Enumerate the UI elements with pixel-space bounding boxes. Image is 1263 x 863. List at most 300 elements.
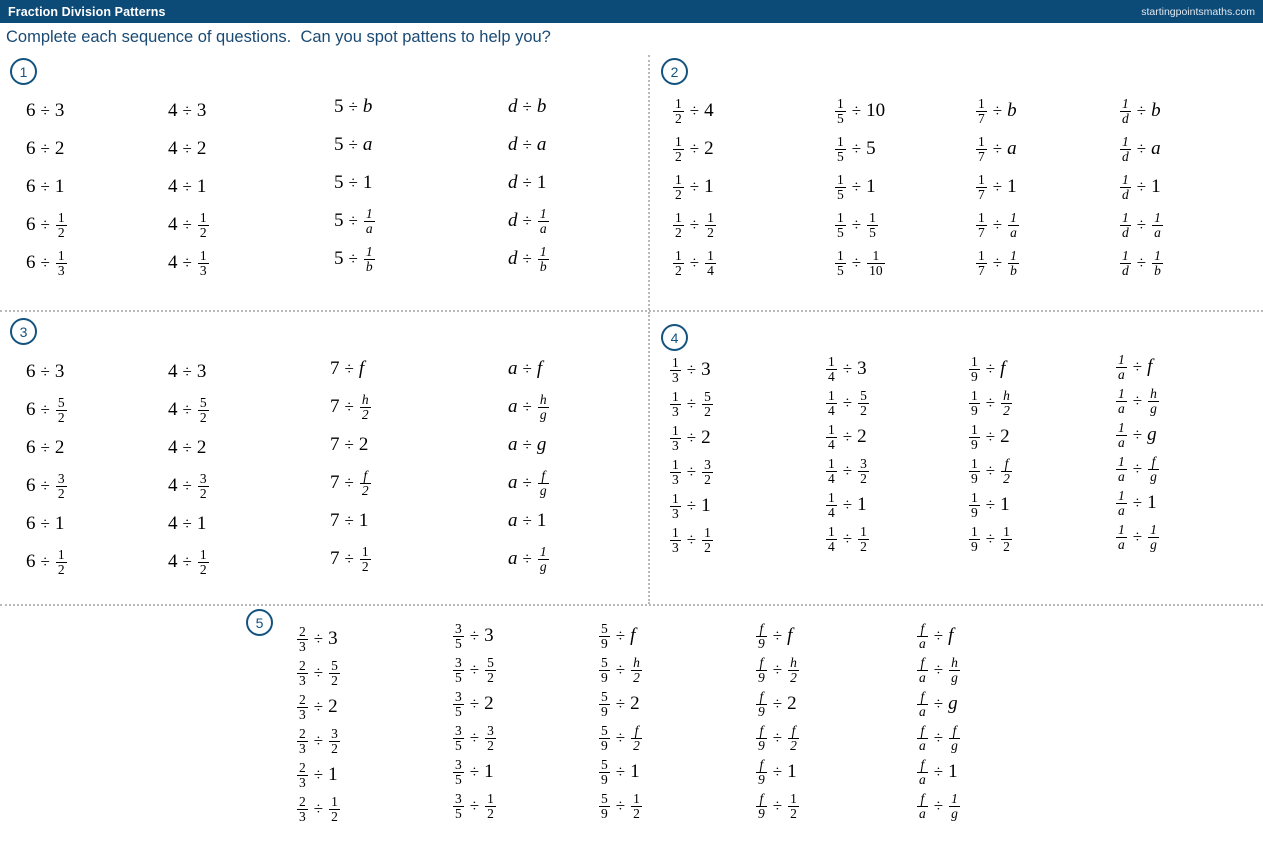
fraction-numerator: 1: [57, 546, 65, 562]
term: a: [536, 134, 547, 155]
fraction-numerator: f: [363, 467, 368, 483]
division-expression: [1115, 418, 1160, 452]
fraction-numerator: 3: [455, 620, 462, 636]
term: 1: [1007, 176, 1017, 197]
fraction-denominator: 3: [672, 539, 679, 555]
divide-icon: ÷: [851, 139, 862, 158]
division-expression: [296, 690, 341, 724]
fraction-denominator: 2: [675, 224, 682, 240]
divide-icon: ÷: [772, 796, 783, 815]
fraction: [198, 249, 209, 278]
fraction: [670, 424, 681, 453]
fraction-denominator: 2: [633, 737, 640, 753]
fraction-numerator: 1: [971, 421, 978, 437]
divide-icon: ÷: [689, 215, 700, 234]
division-expression: [672, 92, 717, 130]
fraction-numerator: 1: [539, 205, 547, 221]
fraction-numerator: 1: [707, 247, 714, 263]
fraction: [788, 724, 799, 753]
fraction-denominator: 2: [57, 561, 65, 577]
division-expression: [168, 206, 210, 244]
division-expression: [755, 755, 800, 789]
fraction: [1008, 211, 1019, 240]
fraction-numerator: 1: [1010, 247, 1017, 263]
section-1-column-3: [334, 88, 376, 278]
term: 1: [54, 513, 65, 534]
divide-icon: ÷: [985, 461, 996, 480]
fraction: [917, 758, 928, 787]
division-expression: [26, 429, 68, 467]
fraction-numerator: 1: [672, 422, 679, 438]
term: f: [1000, 358, 1006, 379]
section-4-column-2: [825, 352, 870, 556]
divide-icon: ÷: [40, 253, 50, 272]
fraction: [756, 656, 767, 685]
fraction-numerator: 1: [675, 133, 682, 149]
fraction: [670, 356, 681, 385]
fraction-numerator: 5: [704, 388, 711, 404]
divide-icon: ÷: [1132, 527, 1143, 546]
fraction: [969, 491, 980, 520]
divide-icon: ÷: [313, 629, 324, 648]
divide-icon: ÷: [615, 796, 626, 815]
division-expression: [26, 92, 68, 130]
fraction-numerator: 5: [199, 394, 207, 410]
divide-icon: ÷: [348, 173, 358, 192]
fraction-numerator: 1: [1118, 419, 1125, 435]
fraction-denominator: 2: [199, 409, 207, 425]
fraction: [917, 792, 928, 821]
fraction: [538, 393, 549, 422]
division-expression: [296, 758, 341, 792]
division-expression: [975, 168, 1020, 206]
divide-icon: ÷: [985, 495, 996, 514]
fraction: [835, 173, 846, 202]
divide-icon: ÷: [40, 101, 50, 120]
division-expression: [968, 454, 1013, 488]
fraction: [867, 249, 885, 278]
term: a: [508, 396, 518, 417]
divide-icon: ÷: [469, 660, 480, 679]
section-5-column-1: [296, 622, 341, 826]
division-expression: [508, 464, 550, 502]
fraction-numerator: 5: [601, 654, 608, 670]
fraction-numerator: 1: [1150, 521, 1157, 537]
fraction-denominator: 4: [707, 262, 714, 278]
divide-icon: ÷: [344, 473, 354, 492]
fraction-numerator: 1: [1118, 351, 1125, 367]
fraction-numerator: 5: [331, 657, 338, 673]
divide-icon: ÷: [933, 762, 944, 781]
fraction-denominator: g: [1150, 400, 1157, 416]
fraction-denominator: g: [539, 482, 547, 498]
fraction-denominator: 7: [978, 186, 985, 202]
fraction-denominator: 9: [601, 737, 608, 753]
divide-icon: ÷: [182, 101, 192, 120]
section-number: 3: [19, 323, 28, 340]
fraction: [705, 211, 716, 240]
divide-icon: ÷: [522, 135, 532, 154]
term: a: [362, 134, 373, 155]
division-expression: [598, 755, 643, 789]
term: 4: [168, 361, 178, 382]
term: 2: [787, 693, 797, 714]
fraction: [1001, 457, 1012, 486]
title-bar: [0, 0, 1263, 23]
fraction-denominator: 5: [837, 186, 844, 202]
divide-icon: ÷: [851, 177, 862, 196]
term: 3: [54, 361, 65, 382]
fraction: [329, 659, 340, 688]
divide-icon: ÷: [522, 549, 532, 568]
fraction-numerator: 5: [601, 722, 608, 738]
fraction-denominator: 9: [758, 669, 765, 685]
fraction-denominator: 2: [331, 808, 338, 824]
divide-icon: ÷: [522, 435, 532, 454]
division-expression: [168, 467, 210, 505]
division-expression: [1115, 384, 1160, 418]
fraction: [835, 97, 846, 126]
fraction-denominator: 10: [869, 262, 883, 278]
fraction-numerator: 1: [1003, 523, 1010, 539]
fraction-denominator: a: [919, 635, 926, 651]
divide-icon: ÷: [182, 400, 192, 419]
division-expression: [669, 353, 714, 387]
term: 2: [196, 138, 207, 159]
division-expression: [168, 543, 210, 581]
fraction: [56, 396, 67, 425]
fraction-denominator: 7: [978, 262, 985, 278]
fraction-denominator: 9: [601, 805, 608, 821]
fraction-denominator: d: [1122, 262, 1129, 278]
fraction: [756, 622, 767, 651]
divide-icon: ÷: [686, 394, 697, 413]
term: g: [948, 693, 958, 714]
divide-icon: ÷: [992, 253, 1003, 272]
fraction-denominator: 4: [828, 436, 835, 452]
fraction-denominator: 9: [971, 436, 978, 452]
divide-icon: ÷: [686, 428, 697, 447]
section-badge-4: [661, 324, 688, 351]
fraction-numerator: 1: [1154, 247, 1161, 263]
term: f: [948, 625, 954, 646]
fraction-numerator: 1: [487, 790, 494, 806]
division-expression: [334, 88, 376, 126]
fraction-numerator: 1: [365, 205, 373, 221]
fraction-denominator: 2: [199, 224, 207, 240]
fraction: [364, 245, 375, 274]
division-expression: [26, 505, 68, 543]
fraction: [756, 724, 767, 753]
division-expression: [508, 88, 550, 126]
fraction-numerator: 1: [978, 171, 985, 187]
fraction: [631, 792, 642, 821]
fraction-numerator: 5: [601, 688, 608, 704]
section-3-column-1: [26, 353, 68, 581]
fraction-denominator: 3: [199, 262, 207, 278]
division-expression: [669, 387, 714, 421]
fraction-numerator: 1: [790, 790, 797, 806]
fraction-denominator: 2: [860, 538, 867, 554]
fraction-denominator: 5: [837, 148, 844, 164]
fraction-numerator: h: [361, 391, 369, 407]
divide-icon: ÷: [615, 762, 626, 781]
term: d: [508, 210, 518, 231]
divide-icon: ÷: [689, 139, 700, 158]
term: 1: [630, 761, 640, 782]
fraction: [917, 724, 928, 753]
fraction-denominator: 2: [707, 224, 714, 240]
fraction-denominator: 9: [758, 805, 765, 821]
divide-icon: ÷: [313, 799, 324, 818]
fraction-numerator: 2: [299, 623, 306, 639]
division-expression: [168, 130, 210, 168]
fraction: [756, 690, 767, 719]
fraction-numerator: 1: [1154, 209, 1161, 225]
fraction-numerator: 1: [872, 247, 880, 263]
fraction-numerator: 3: [455, 790, 462, 806]
term: 2: [484, 693, 494, 714]
fraction-denominator: 9: [971, 470, 978, 486]
divider-vertical-lower: [648, 312, 650, 604]
term: g: [536, 434, 547, 455]
divider-horizontal-bottom: [0, 604, 1263, 606]
term: 2: [1000, 426, 1010, 447]
divide-icon: ÷: [40, 438, 50, 457]
divide-icon: ÷: [522, 97, 532, 116]
term: 1: [54, 176, 65, 197]
divide-icon: ÷: [992, 215, 1003, 234]
divide-icon: ÷: [344, 397, 354, 416]
fraction-numerator: 3: [455, 722, 462, 738]
fraction-denominator: d: [1122, 186, 1129, 202]
section-2-column-3: [975, 92, 1020, 282]
division-expression: [26, 168, 68, 206]
fraction-denominator: a: [1118, 434, 1125, 450]
division-expression: [508, 126, 550, 164]
divide-icon: ÷: [182, 177, 192, 196]
divide-icon: ÷: [689, 177, 700, 196]
fraction-denominator: 4: [828, 368, 835, 384]
division-expression: [1119, 92, 1164, 130]
fraction-numerator: 1: [1122, 95, 1129, 111]
division-expression: [296, 622, 341, 656]
division-expression: [508, 350, 550, 388]
fraction-numerator: 3: [57, 470, 65, 486]
fraction: [1148, 455, 1159, 484]
fraction-denominator: 2: [199, 561, 207, 577]
term: 3: [484, 625, 494, 646]
term: 6: [26, 551, 36, 572]
fraction-numerator: 1: [1118, 521, 1125, 537]
division-expression: [334, 202, 376, 240]
divide-icon: ÷: [469, 796, 480, 815]
fraction-denominator: 2: [1003, 402, 1010, 418]
term: a: [508, 358, 518, 379]
divide-icon: ÷: [348, 211, 358, 230]
divide-icon: ÷: [40, 552, 50, 571]
divide-icon: ÷: [469, 694, 480, 713]
fraction-numerator: 2: [299, 793, 306, 809]
fraction-numerator: h: [539, 391, 547, 407]
term: 1: [362, 172, 373, 193]
division-expression: [834, 168, 886, 206]
division-expression: [968, 386, 1013, 420]
fraction-denominator: 2: [57, 224, 65, 240]
instructions-text: Complete each sequence of questions. Can you spot pattens to help you?: [6, 28, 551, 46]
fraction: [1116, 421, 1127, 450]
divide-icon: ÷: [772, 762, 783, 781]
division-expression: [1119, 168, 1164, 206]
fraction: [673, 135, 684, 164]
fraction-denominator: a: [1118, 502, 1125, 518]
section-1-column-2: [168, 92, 210, 282]
fraction: [917, 690, 928, 719]
divide-icon: ÷: [469, 762, 480, 781]
division-expression: [1119, 244, 1164, 282]
fraction-numerator: 1: [672, 354, 679, 370]
fraction-numerator: 1: [837, 247, 844, 263]
fraction-numerator: 1: [828, 353, 835, 369]
section-number: 4: [670, 329, 679, 346]
division-expression: [598, 721, 643, 755]
fraction-denominator: 2: [1003, 470, 1010, 486]
section-3-column-4: [508, 350, 550, 578]
division-expression: [296, 656, 341, 690]
fraction-denominator: 3: [672, 403, 679, 419]
fraction-denominator: 9: [971, 402, 978, 418]
fraction-numerator: 1: [675, 209, 682, 225]
fraction-numerator: f: [759, 688, 764, 704]
fraction-denominator: a: [1118, 366, 1125, 382]
division-expression: [330, 540, 372, 578]
fraction: [1148, 523, 1159, 552]
fraction-numerator: 2: [299, 725, 306, 741]
fraction-denominator: 2: [675, 110, 682, 126]
fraction: [198, 548, 209, 577]
fraction-denominator: 4: [828, 470, 835, 486]
division-expression: [452, 755, 497, 789]
fraction-numerator: 1: [57, 247, 65, 263]
division-expression: [672, 130, 717, 168]
fraction: [599, 690, 610, 719]
divide-icon: ÷: [40, 215, 50, 234]
divide-icon: ÷: [1136, 101, 1147, 120]
fraction-numerator: 1: [1118, 487, 1125, 503]
fraction-denominator: 2: [487, 805, 494, 821]
divide-icon: ÷: [40, 177, 50, 196]
fraction: [538, 469, 549, 498]
fraction-numerator: 5: [601, 790, 608, 806]
fraction-denominator: 9: [971, 538, 978, 554]
fraction-denominator: 2: [675, 148, 682, 164]
fraction-numerator: f: [920, 722, 925, 738]
term: d: [508, 134, 518, 155]
division-expression: [26, 244, 68, 282]
fraction-numerator: h: [1150, 385, 1157, 401]
divide-icon: ÷: [182, 362, 192, 381]
section-5-column-5: [916, 619, 961, 823]
division-expression: [669, 523, 714, 557]
term: 5: [866, 138, 876, 159]
fraction-denominator: a: [919, 805, 926, 821]
division-expression: [508, 164, 550, 202]
division-expression: [755, 653, 800, 687]
term: 5: [334, 172, 344, 193]
fraction-numerator: 1: [1010, 209, 1017, 225]
fraction-numerator: f: [920, 688, 925, 704]
division-expression: [26, 353, 68, 391]
divide-icon: ÷: [686, 496, 697, 515]
division-expression: [968, 522, 1013, 556]
fraction-denominator: 2: [1003, 538, 1010, 554]
term: 7: [330, 434, 340, 455]
fraction-numerator: 1: [704, 524, 711, 540]
fraction: [599, 792, 610, 821]
division-expression: [26, 391, 68, 429]
fraction-numerator: f: [1151, 453, 1156, 469]
fraction-denominator: 2: [199, 485, 207, 501]
fraction-numerator: 1: [199, 546, 207, 562]
fraction: [1116, 523, 1127, 552]
divide-icon: ÷: [522, 211, 532, 230]
fraction-denominator: 5: [455, 805, 462, 821]
fraction-denominator: 5: [837, 262, 844, 278]
fraction: [360, 545, 371, 574]
fraction: [538, 245, 549, 274]
fraction: [631, 656, 642, 685]
division-expression: [825, 488, 870, 522]
section-4-column-3: [968, 352, 1013, 556]
fraction-denominator: 9: [601, 635, 608, 651]
division-expression: [834, 244, 886, 282]
fraction-numerator: 1: [1122, 209, 1129, 225]
term: 1: [536, 172, 547, 193]
division-expression: [330, 502, 372, 540]
division-expression: [968, 352, 1013, 386]
fraction: [198, 472, 209, 501]
fraction-numerator: 3: [199, 470, 207, 486]
divide-icon: ÷: [851, 253, 862, 272]
division-expression: [1119, 130, 1164, 168]
term: 6: [26, 138, 36, 159]
division-expression: [825, 420, 870, 454]
division-expression: [669, 421, 714, 455]
fraction: [1120, 173, 1131, 202]
term: 2: [857, 426, 867, 447]
fraction-numerator: 1: [539, 243, 547, 259]
fraction-denominator: 2: [361, 482, 369, 498]
fraction-denominator: g: [951, 669, 958, 685]
fraction: [297, 625, 308, 654]
fraction: [1116, 489, 1127, 518]
divide-icon: ÷: [772, 694, 783, 713]
divide-icon: ÷: [1132, 391, 1143, 410]
division-expression: [916, 619, 961, 653]
fraction-denominator: 3: [299, 638, 306, 654]
fraction-denominator: 2: [331, 672, 338, 688]
term: 1: [866, 176, 876, 197]
fraction: [485, 792, 496, 821]
divide-icon: ÷: [933, 626, 944, 645]
division-expression: [452, 789, 497, 823]
fraction-denominator: 2: [361, 558, 369, 574]
fraction-numerator: f: [952, 722, 957, 738]
term: a: [508, 434, 518, 455]
section-badge-1: [10, 58, 37, 85]
fraction-denominator: 2: [704, 403, 711, 419]
fraction-denominator: 9: [758, 635, 765, 651]
